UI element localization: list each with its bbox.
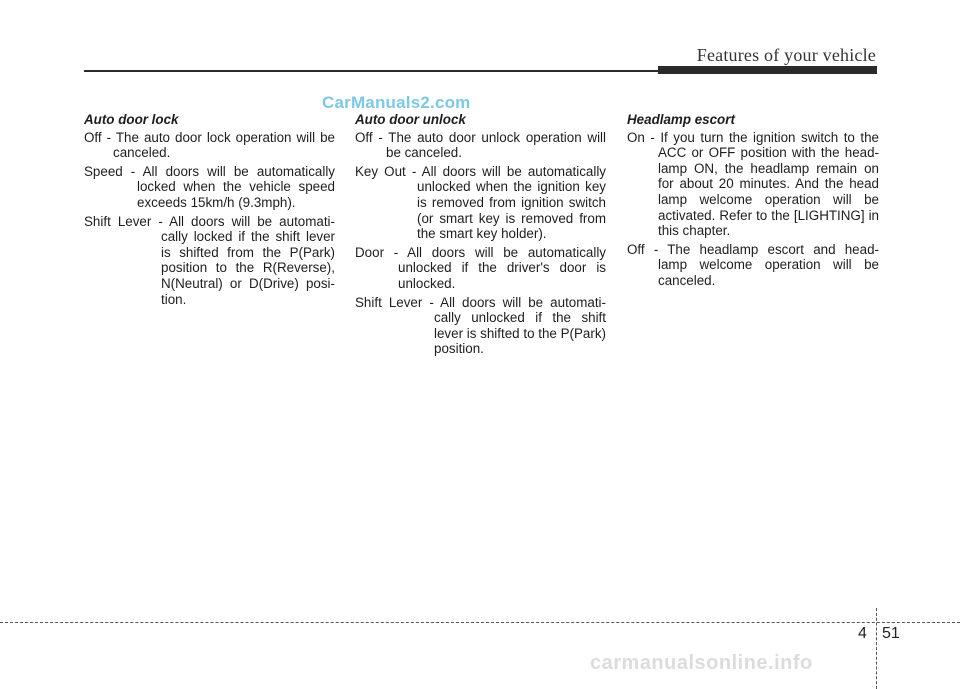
column-headlamp-escort	[627, 112, 879, 292]
section-title: Auto door lock	[84, 112, 179, 127]
entry-lead: On - If you turn the ignition switch to the	[627, 129, 879, 145]
column-auto-door-unlock	[355, 112, 606, 360]
list-item	[84, 214, 335, 308]
section-title: Headlamp escort	[627, 112, 735, 127]
page-number: 51	[882, 625, 900, 642]
column-auto-door-lock	[84, 112, 335, 310]
entry-continuation: unlocked if the driver's door is unlocked.	[398, 260, 606, 291]
footer-dashed-rule	[0, 622, 960, 623]
list-item	[84, 130, 335, 161]
watermark-top: CarManuals2.com	[322, 93, 471, 112]
chapter-number: 4	[858, 625, 867, 642]
entry-lead: Door - All doors will be automatically	[355, 244, 606, 260]
header-rule-thick	[658, 66, 877, 74]
entry-lead: Shift Lever - All doors will be automati-	[355, 294, 606, 310]
list-item	[355, 245, 606, 292]
watermark-bottom: carmanualsonline.info	[590, 652, 813, 674]
section-title: Auto door unlock	[355, 112, 466, 127]
list-item	[627, 242, 879, 289]
list-item	[627, 130, 879, 239]
entry-continuation: be canceled.	[386, 145, 462, 161]
entry-continuation: unlocked when the ignition key is removed from ignition switch (or smart key is removed from the smart key holder).	[417, 179, 606, 242]
entry-continuation: canceled.	[113, 145, 171, 161]
page-header-title: Features of your vehicle	[696, 45, 876, 65]
list-item	[355, 295, 606, 357]
entry-lead: Off - The auto door lock operation will be	[84, 129, 335, 145]
header-rule-thin	[84, 70, 660, 72]
entry-lead: Speed - All doors will be automatically	[84, 163, 335, 179]
list-item	[355, 130, 606, 161]
entry-continuation: cally locked if the shift lever is shifted from the P(Park) position to the R(Reverse), N(Neutral) or D(Drive) posi-tion.	[161, 229, 335, 307]
entry-continuation: lamp welcome operation will be canceled.	[658, 257, 879, 288]
footer-dashed-divider	[876, 608, 877, 689]
entry-lead: Off - The headlamp escort and head-	[627, 241, 879, 257]
entry-lead: Key Out - All doors will be automatically	[355, 163, 606, 179]
list-item	[84, 164, 335, 211]
entry-lead: Off - The auto door unlock operation will	[355, 129, 606, 145]
entry-continuation: locked when the vehicle speed exceeds 15km/h (9.3mph).	[137, 179, 335, 210]
entry-continuation: ACC or OFF position with the head-lamp ON, the headlamp remain on for about 20 minutes. And the head lamp welcome operation will be activated. Refer to the [LIGHTING] in this chapter.	[658, 145, 879, 239]
list-item	[355, 164, 606, 242]
entry-lead: Shift Lever - All doors will be automati-	[84, 213, 335, 229]
entry-continuation: cally unlocked if the shift lever is shifted to the P(Park) position.	[434, 310, 606, 357]
